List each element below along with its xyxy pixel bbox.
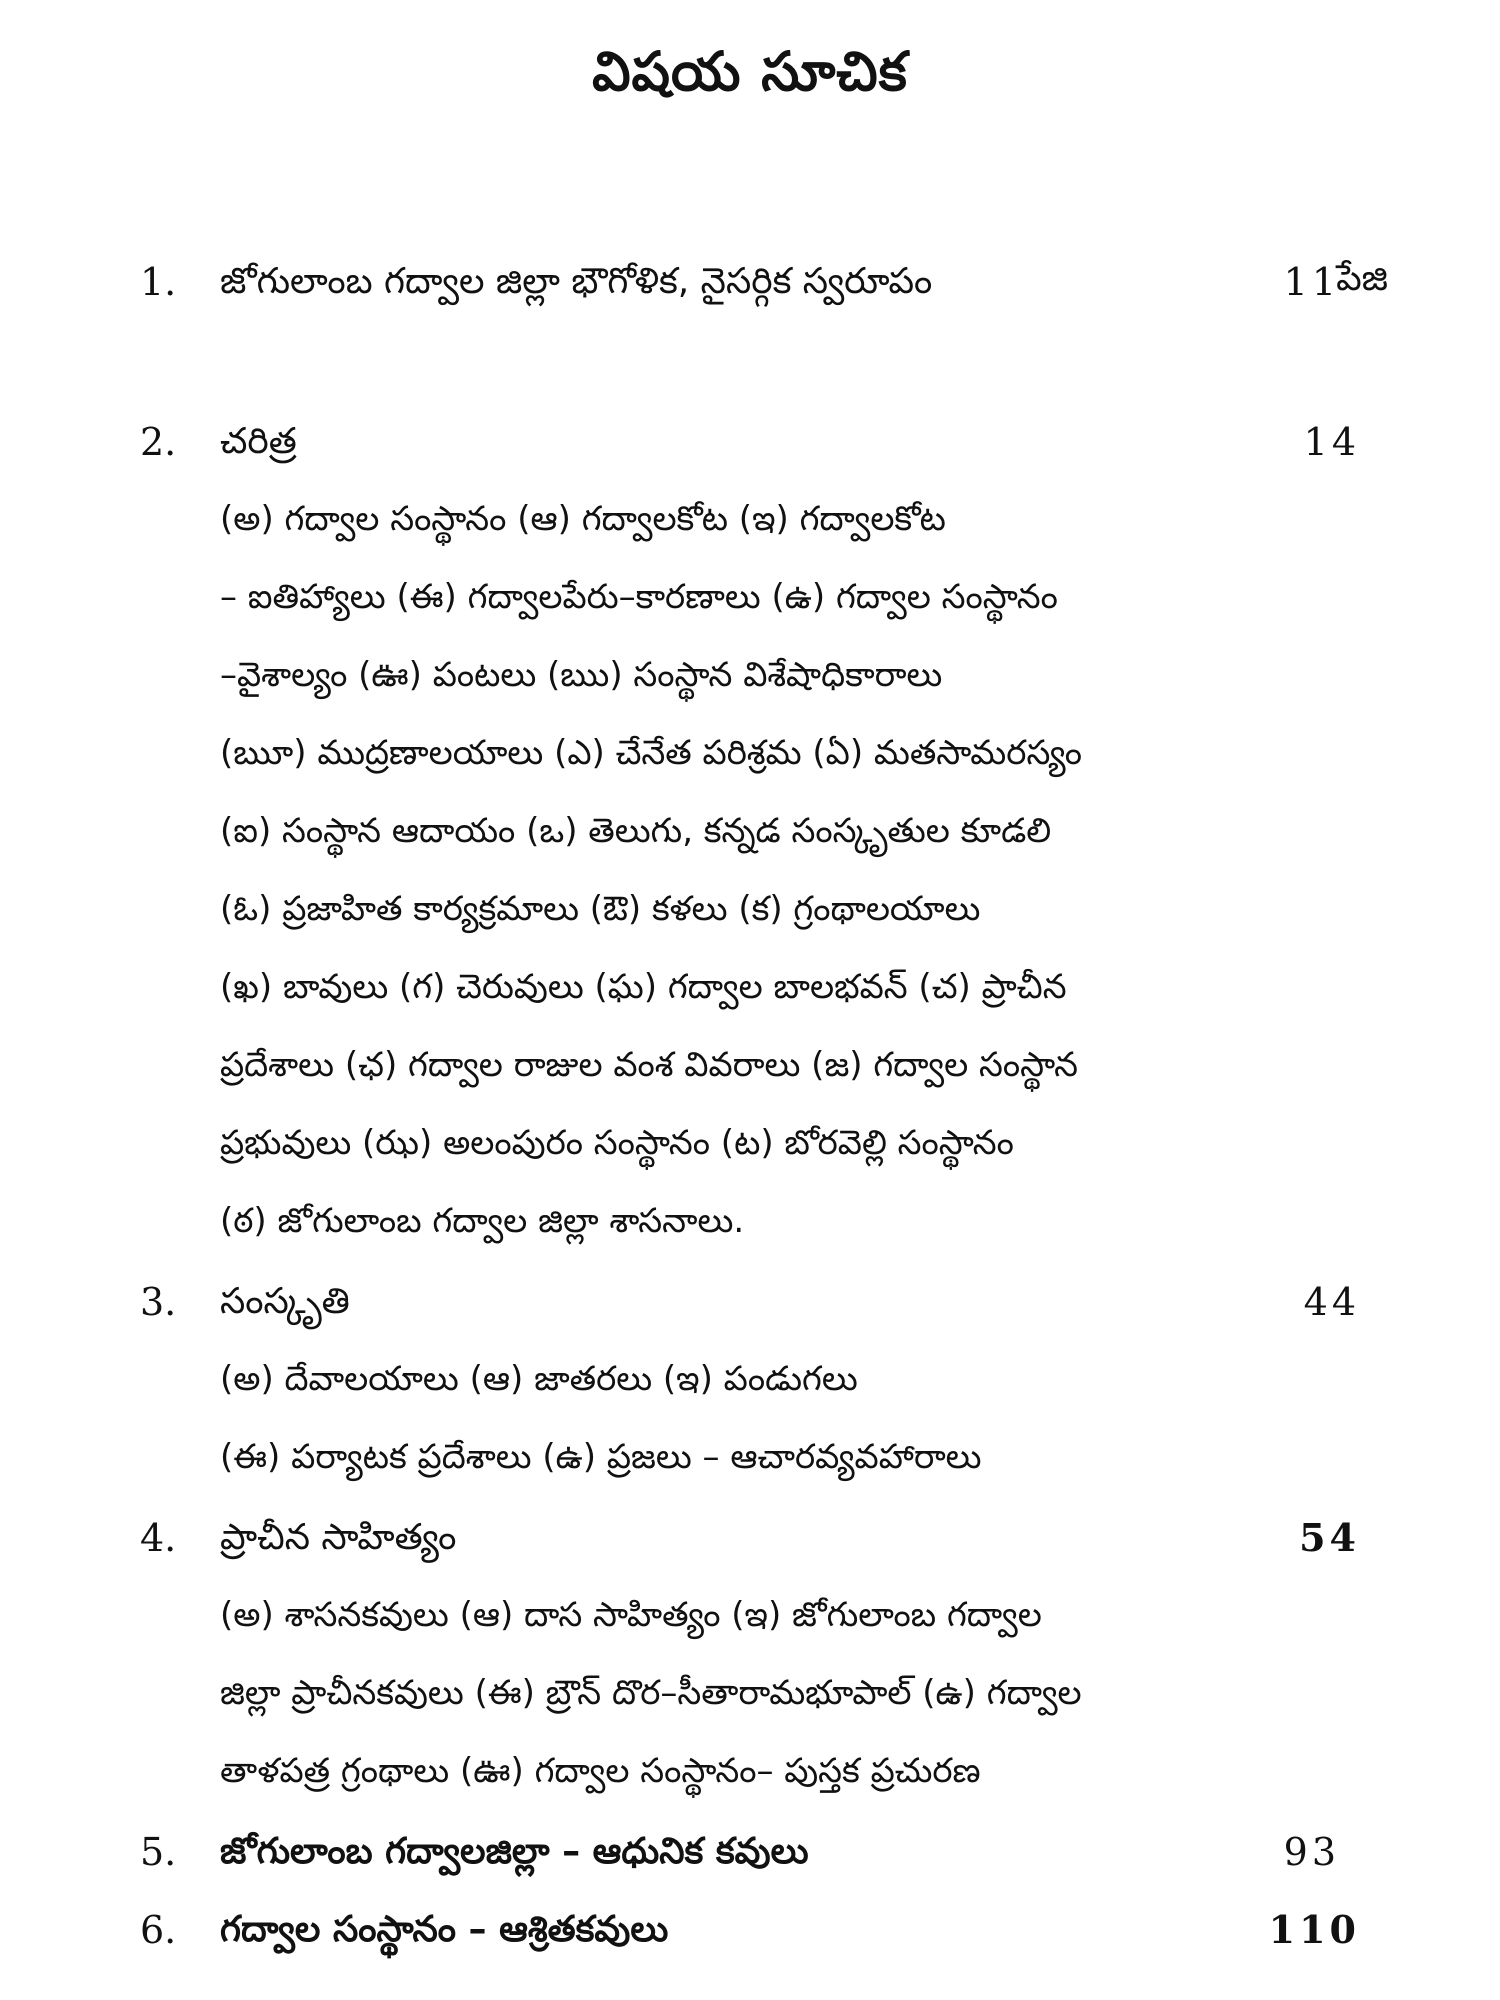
entry-page-number: 11 (1283, 260, 1340, 304)
entry-title: జోగులాంబ గద్వాలజిల్లా – ఆధునిక కవులు (220, 1831, 809, 1872)
toc-entry-4 (0, 1508, 1500, 1568)
entry-title: సంస్కృతి (220, 1281, 350, 1322)
subtopic-line: (ఈ) పర్యాటక ప్రదేశాలు (ఉ) ప్రజలు – ఆచారవ్యవహారాలు (220, 1437, 982, 1477)
subtopic-line: తాళపత్ర గ్రంథాలు (ఊ) గద్వాల సంస్థానం– పుస్తక ప్రచురణ (220, 1751, 981, 1791)
entry-number: 4. (140, 1516, 177, 1560)
toc-entry-5 (0, 1822, 1500, 1882)
subtopic-line: – ఐతిహ్యాలు (ఈ) గద్వాలపేరు–కారణాలు (ఉ) గద్వాల సంస్థానం (220, 577, 1058, 617)
subtopic-line: (ఖ) బావులు (గ) చెరువులు (ఘ) గద్వాల బాలభవన్ (చ) ప్రాచీన (220, 967, 1067, 1007)
entry-number: 1. (140, 260, 177, 304)
page-title: విషయ సూచిక (592, 40, 908, 103)
subtopic-line: (ౠ) ముద్రణాలయాలు (ఎ) చేనేత పరిశ్రమ (ఏ) మతసామరస్యం (220, 733, 1083, 773)
entry-number: 2. (140, 420, 177, 464)
toc-entry-1 (0, 252, 1500, 312)
subtopic-line: (అ) గద్వాల సంస్థానం (ఆ) గద్వాలకోట (ఇ) గద్వాలకోట (220, 499, 946, 539)
subtopic-line: (ఓ) ప్రజాహిత కార్యక్రమాలు (ఔ) కళలు (క) గ్రంథాలయాలు (220, 889, 981, 929)
entry-title: చరిత్ర (220, 421, 297, 462)
entry-number: 3. (140, 1280, 177, 1324)
subtopic-line: (ఠ) జోగులాంబ గద్వాల జిల్లా శాసనాలు. (220, 1201, 745, 1241)
entry-page-number: 110 (1268, 1907, 1360, 1952)
entry-page-number: 54 (1299, 1515, 1360, 1560)
toc-entry-2 (0, 412, 1500, 472)
entry-title: గద్వాల సంస్థానం – ఆశ్రితకవులు (220, 1909, 669, 1950)
subtopic-line: (ఐ) సంస్థాన ఆదాయం (ఒ) తెలుగు, కన్నడ సంస్కృతుల కూడలి (220, 811, 1052, 851)
entry-title: ప్రాచీన సాహిత్యం (220, 1517, 457, 1558)
entry-page-number: 93 (1283, 1830, 1340, 1874)
page-column-label: పేజి (1336, 258, 1388, 299)
subtopic-line: (అ) దేవాలయాలు (ఆ) జాతరలు (ఇ) పండుగలు (220, 1359, 858, 1399)
subtopic-line: ప్రభువులు (ఝ) అలంపురం సంస్థానం (ట) బోరవెల్లి సంస్థానం (220, 1123, 1014, 1163)
entry-page-number: 14 (1303, 420, 1360, 464)
subtopic-line: ప్రదేశాలు (ఛ) గద్వాల రాజుల వంశ వివరాలు (జ) గద్వాల సంస్థాన (220, 1045, 1079, 1085)
subtopic-line: –వైశాల్యం (ఊ) పంటలు (ఋ) సంస్థాన విశేషాధికారాలు (220, 655, 943, 695)
entry-number: 6. (140, 1908, 177, 1952)
subtopic-line: (అ) శాసనకవులు (ఆ) దాస సాహిత్యం (ఇ) జోగులాంబ గద్వాల (220, 1595, 1042, 1635)
toc-entry-3 (0, 1272, 1500, 1332)
entry-title: జోగులాంబ గద్వాల జిల్లా భౌగోళిక, నైసర్గిక స్వరూపం (220, 261, 933, 302)
entry-number: 5. (140, 1830, 177, 1874)
toc-entry-6 (0, 1900, 1500, 1960)
entry-page-number: 44 (1303, 1280, 1360, 1324)
subtopic-line: జిల్లా ప్రాచీనకవులు (ఈ) బ్రౌన్ దొర–సీతారామభూపాల్ (ఉ) గద్వాల (220, 1673, 1082, 1713)
